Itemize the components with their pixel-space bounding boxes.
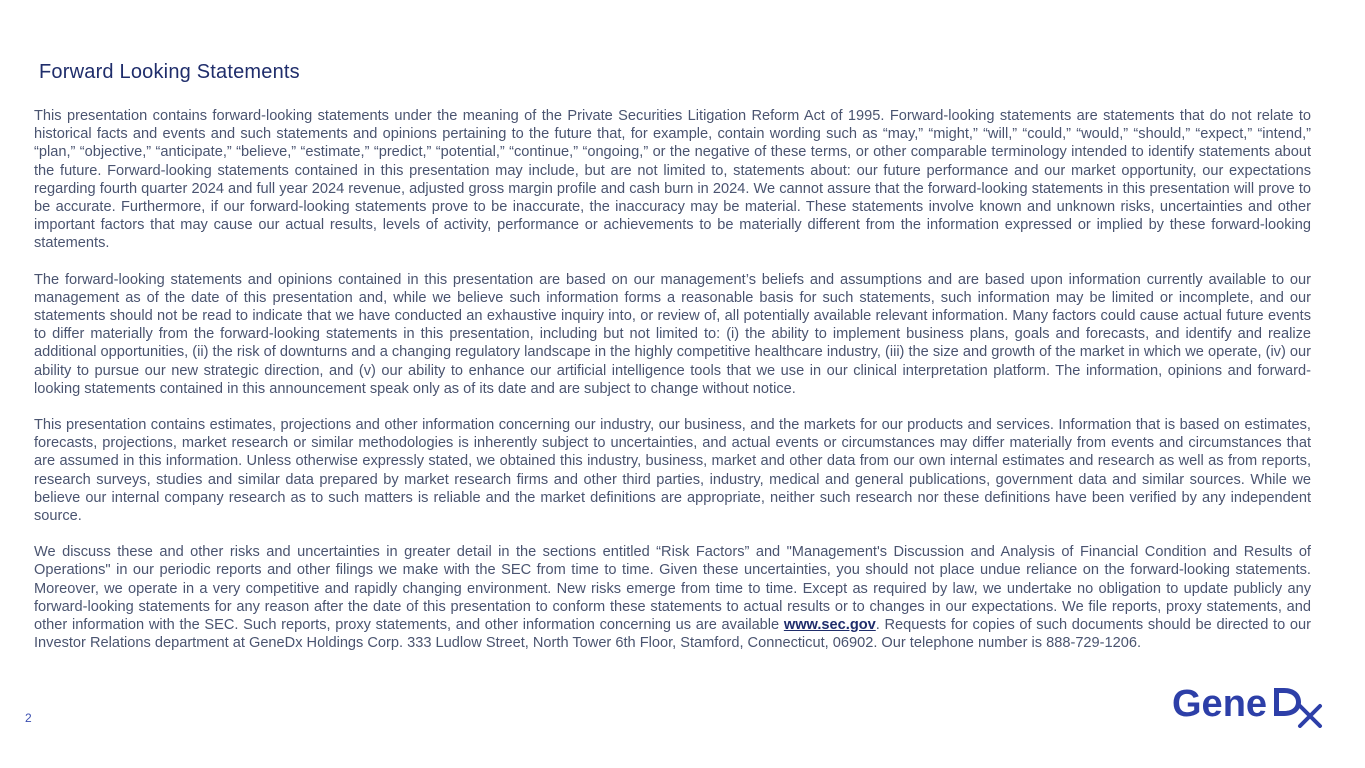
logo-wordmark: Gene <box>1172 683 1268 725</box>
paragraph-forward-looking: This presentation contains forward-looking statements under the meaning of the Private Securities Litigation Reform Act of 1995. Forward-looking statements are statements that do not relate to historical facts and events and such statements and opinions pertaining to the future that, for example, contain wording such as “may,” “might,” “will,” “could,” “would,” “should,” “expect,” “intend,” “plan,” “objective,” “anticipate,” “believe,” “estimate,” “predict,” “potential,” “continue,” “ongoing,” or the negative of these terms, or other comparable terminology intended to identify statements about the future. Forward-looking statements contained in this presentation may include, but are not limited to, statements about: our future performance and our market opportunity, our expectations regarding fourth quarter 2024 and full year 2024 revenue, adjusted gross margin profile and cash burn in 2024. We cannot assure that the forward-looking statements in this presentation will prove to be accurate. Furthermore, if our forward-looking statements prove to be inaccurate, the inaccuracy may be material. These statements involve known and unknown risks, uncertainties and other important factors that may cause our actual results, levels of activity, performance or achievements to be materially different from the information expressed or implied by these forward-looking statements. <box>34 108 1311 252</box>
page-title: Forward Looking Statements <box>39 61 300 83</box>
risks-text-after-link: . Requests for copies of such documents should be directed to our Investor Relations department at GeneDx Holdings Corp. 333 Ludlow Street, North Tower 6th Floor, Stamford, Connecticut, 06902. Our telephone number is 888-729-1206. <box>34 617 1311 652</box>
paragraph-risks <box>34 543 1311 652</box>
paragraph-estimates: This presentation contains estimates, projections and other information concerning our industry, our business, and the markets for our products and services. Information that is based on estimates, forecasts, projections, market research or similar methodologies is inherently subject to uncertainties, and actual events or circumstances may differ materially from events and circumstances that are assumed in this information. Unless otherwise expressly stated, we obtained this industry, business, market and other data from our own internal estimates and research as well as from reports, research surveys, studies and similar data prepared by market research firms and other third parties, industry, medical and general publications, government data and similar sources. While we believe our internal company research as to such matters is reliable and the market definitions are appropriate, neither such research nor these definitions have been verified by any independent source. <box>34 417 1311 525</box>
sec-link[interactable]: www.sec.gov <box>783 617 876 634</box>
genedx-logo <box>1170 678 1328 728</box>
logo-d-icon <box>1274 688 1301 716</box>
disclaimer-body <box>34 107 1311 670</box>
risks-text-before-link: We discuss these and other risks and uncertainties in greater detail in the sections entitled “Risk Factors” and "Management's Discussion and Analysis of Financial Condition and Results of Operations" in our periodic reports and other filings we make with the SEC from time to time. Given these uncertainties, you should not place undue reliance on the forward-looking statements. Moreover, we operate in a very competitive and rapidly changing environment. New risks emerge from time to time. Except as required by law, we undertake no obligation to update publicly any forward-looking statements for any reason after the date of this presentation to conform these statements to actual results or to changes in our expectations. We file reports, proxy statements, and other information with the SEC. Such reports, proxy statements, and other information concerning us are available <box>34 544 1311 634</box>
paragraph-assumptions: The forward-looking statements and opinions contained in this presentation are based on our management’s beliefs and assumptions and are based upon information currently available to our management as of the date of this presentation and, while we believe such information forms a reasonable basis for such statements, such information may be limited or incomplete, and our statements should not be read to indicate that we have conducted an exhaustive inquiry into, or review of, all potentially available relevant information. Many factors could cause actual future events to differ materially from the forward-looking statements in this presentation, including but not limited to: (i) the ability to implement business plans, goals and forecasts, and identify and realize additional opportunities, (ii) the risk of downturns and a changing regulatory landscape in the highly competitive healthcare industry, (iii) the size and growth of the market in which we operate, (iv) our ability to pursue our new strategic direction, and (v) our ability to enhance our artificial intelligence tools that we use in our clinical interpretation platform. The information, opinions and forward-looking statements contained in this announcement speak only as of its date and are subject to change without notice. <box>34 271 1311 397</box>
logo-x-icon <box>1300 706 1320 726</box>
page-number: 2 <box>25 711 32 725</box>
